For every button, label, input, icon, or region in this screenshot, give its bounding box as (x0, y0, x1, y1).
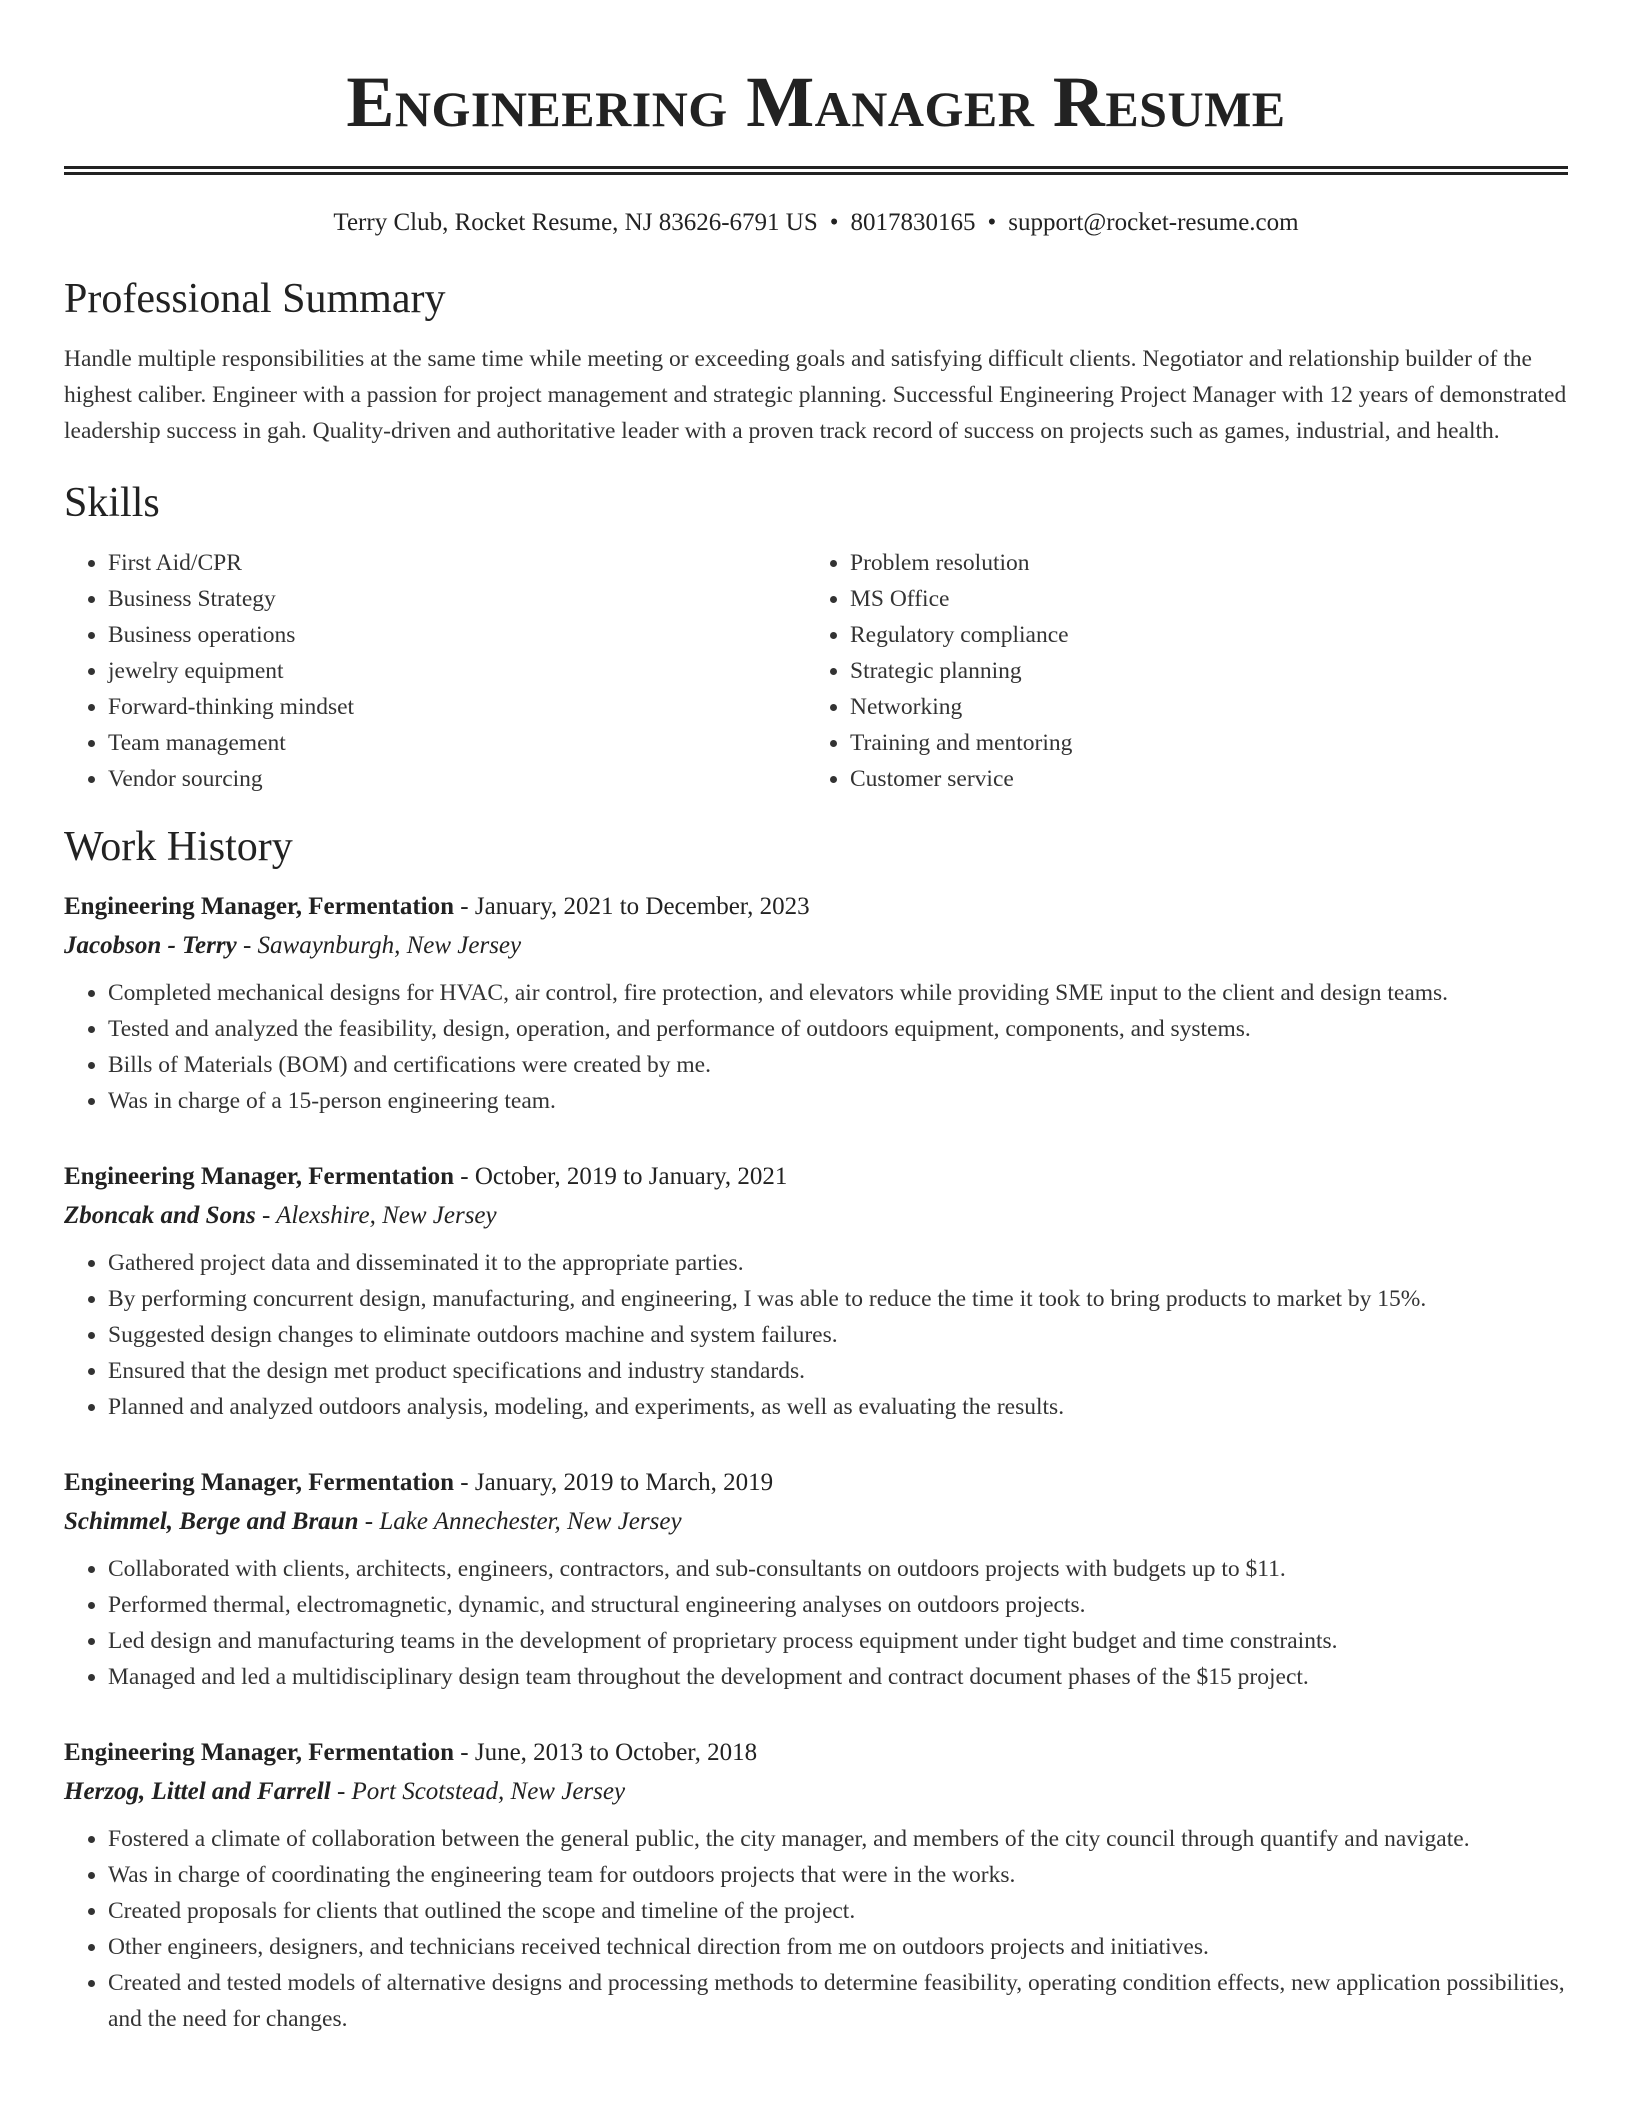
skill-item: • Training and mentoring (850, 725, 1548, 761)
job-title-line (64, 887, 1568, 927)
job-bullet: • Suggested design changes to eliminate outdoors machine and system failures. (108, 1317, 1568, 1353)
job-company-line (64, 927, 1568, 965)
contact-address: Terry Club, Rocket Resume, NJ 83626-6791 US (333, 209, 818, 236)
skill-item: • Team management (108, 725, 806, 761)
job-entry (64, 1463, 1568, 1695)
skill-item: • Customer service (850, 761, 1548, 797)
job-company: Herzog, Littel and Farrell (64, 1778, 331, 1805)
skill-item: • First Aid/CPR (108, 545, 806, 581)
job-location: - Lake Annechester, New Jersey (358, 1508, 682, 1535)
job-bullet: • Planned and analyzed outdoors analysis, modeling, and experiments, as well as evaluating the results. (108, 1389, 1568, 1425)
job-bullets (64, 1245, 1568, 1425)
job-bullets (64, 975, 1568, 1119)
job-bullet: • Collaborated with clients, architects, engineers, contractors, and sub-consultants on outdoors projects with budgets up to $11. (108, 1551, 1568, 1587)
job-company: Zboncak and Sons (64, 1202, 256, 1229)
job-company-line (64, 1503, 1568, 1541)
job-location: - Port Scotstead, New Jersey (330, 1778, 626, 1805)
contact-email: support@rocket-resume.com (1008, 209, 1299, 236)
summary-heading: Professional Summary (64, 276, 446, 322)
skill-item: • Networking (850, 689, 1548, 725)
job-bullets (64, 1551, 1568, 1695)
skill-item: • Regulatory compliance (850, 617, 1548, 653)
job-bullet: • Fostered a climate of collaboration between the general public, the city manager, and members of the city council through quantify and navigate. (108, 1821, 1568, 1857)
job-bullet: • Completed mechanical designs for HVAC, air control, fire protection, and elevators while providing SME input to the client and design teams. (108, 975, 1568, 1011)
job-dates: - June, 2013 to October, 2018 (454, 1739, 758, 1766)
skills-column-right (806, 545, 1548, 797)
job-bullet: • Performed thermal, electromagnetic, dynamic, and structural engineering analyses on outdoors projects. (108, 1587, 1568, 1623)
job-bullet: • Gathered project data and disseminated it to the appropriate parties. (108, 1245, 1568, 1281)
job-entry (64, 887, 1568, 1119)
job-bullet: • Tested and analyzed the feasibility, design, operation, and performance of outdoors equipment, components, and systems. (108, 1011, 1568, 1047)
contact-separator: • (829, 209, 839, 236)
job-role: Engineering Manager, Fermentation (64, 1469, 455, 1496)
contact-separator: • (987, 209, 997, 236)
job-role: Engineering Manager, Fermentation (64, 893, 455, 920)
skill-item: • Business operations (108, 617, 806, 653)
job-bullet: • Ensured that the design met product specifications and industry standards. (108, 1353, 1568, 1389)
resume-title: Engineering Manager Resume (346, 62, 1286, 142)
skill-item: • Problem resolution (850, 545, 1548, 581)
skills-heading: Skills (64, 480, 160, 526)
job-company: Jacobson - Terry (64, 932, 237, 959)
skill-item: • MS Office (850, 581, 1548, 617)
work-history-heading: Work History (64, 824, 293, 870)
job-role: Engineering Manager, Fermentation (64, 1163, 455, 1190)
job-bullet: • Bills of Materials (BOM) and certifications were created by me. (108, 1047, 1568, 1083)
job-company-line (64, 1773, 1568, 1811)
job-bullets (64, 1821, 1568, 2037)
job-entry (64, 1157, 1568, 1425)
job-bullet: • Led design and manufacturing teams in the development of proprietary process equipment under tight budget and time constraints. (108, 1623, 1568, 1659)
skill-item: • jewelry equipment (108, 653, 806, 689)
skill-item: • Business Strategy (108, 581, 806, 617)
job-location: - Alexshire, New Jersey (255, 1202, 497, 1229)
job-location: - Sawaynburgh, New Jersey (236, 932, 522, 959)
skill-item: • Vendor sourcing (108, 761, 806, 797)
job-bullet: • Was in charge of coordinating the engineering team for outdoors projects that were in the works. (108, 1857, 1568, 1893)
job-company: Schimmel, Berge and Braun (64, 1508, 359, 1535)
job-title-line (64, 1733, 1568, 1773)
job-title-line (64, 1157, 1568, 1197)
job-bullet: • Created and tested models of alternative designs and processing methods to determine feasibility, operating condition effects, new application possibilities, and the need for changes. (108, 1965, 1568, 2037)
job-dates: - January, 2019 to March, 2019 (454, 1469, 774, 1496)
job-bullet: • Managed and led a multidisciplinary design team throughout the development and contract document phases of the $15 project. (108, 1659, 1568, 1695)
job-role: Engineering Manager, Fermentation (64, 1739, 455, 1766)
skill-item: • Forward-thinking mindset (108, 689, 806, 725)
job-bullet: • Other engineers, designers, and technicians received technical direction from me on outdoors projects and initiatives. (108, 1929, 1568, 1965)
skills-column-left (64, 545, 806, 797)
skill-item: • Strategic planning (850, 653, 1548, 689)
title-divider (64, 166, 1568, 175)
job-title-line (64, 1463, 1568, 1503)
summary-text: Handle multiple responsibilities at the same time while meeting or exceeding goals and satisfying difficult clients. Negotiator and relationship builder of the highest caliber. Engineer with a passion for project management and strategic planning. Successful Engineering Project Manager with 12 years of demonstrated leadership success in gah. Quality-driven and authoritative leader with a proven track record of success on projects such as games, industrial, and health. (64, 346, 1567, 444)
job-entry (64, 1733, 1568, 2037)
contact-phone: 8017830165 (850, 209, 976, 236)
contact-line (64, 207, 1568, 239)
job-company-line (64, 1197, 1568, 1235)
skills-list (64, 545, 1568, 797)
job-bullet: • Was in charge of a 15-person engineering team. (108, 1083, 1568, 1119)
job-bullet: • By performing concurrent design, manufacturing, and engineering, I was able to reduce the time it took to bring products to market by 15%. (108, 1281, 1568, 1317)
job-bullet: • Created proposals for clients that outlined the scope and timeline of the project. (108, 1893, 1568, 1929)
job-dates: - October, 2019 to January, 2021 (454, 1163, 788, 1190)
job-dates: - January, 2021 to December, 2023 (454, 893, 810, 920)
